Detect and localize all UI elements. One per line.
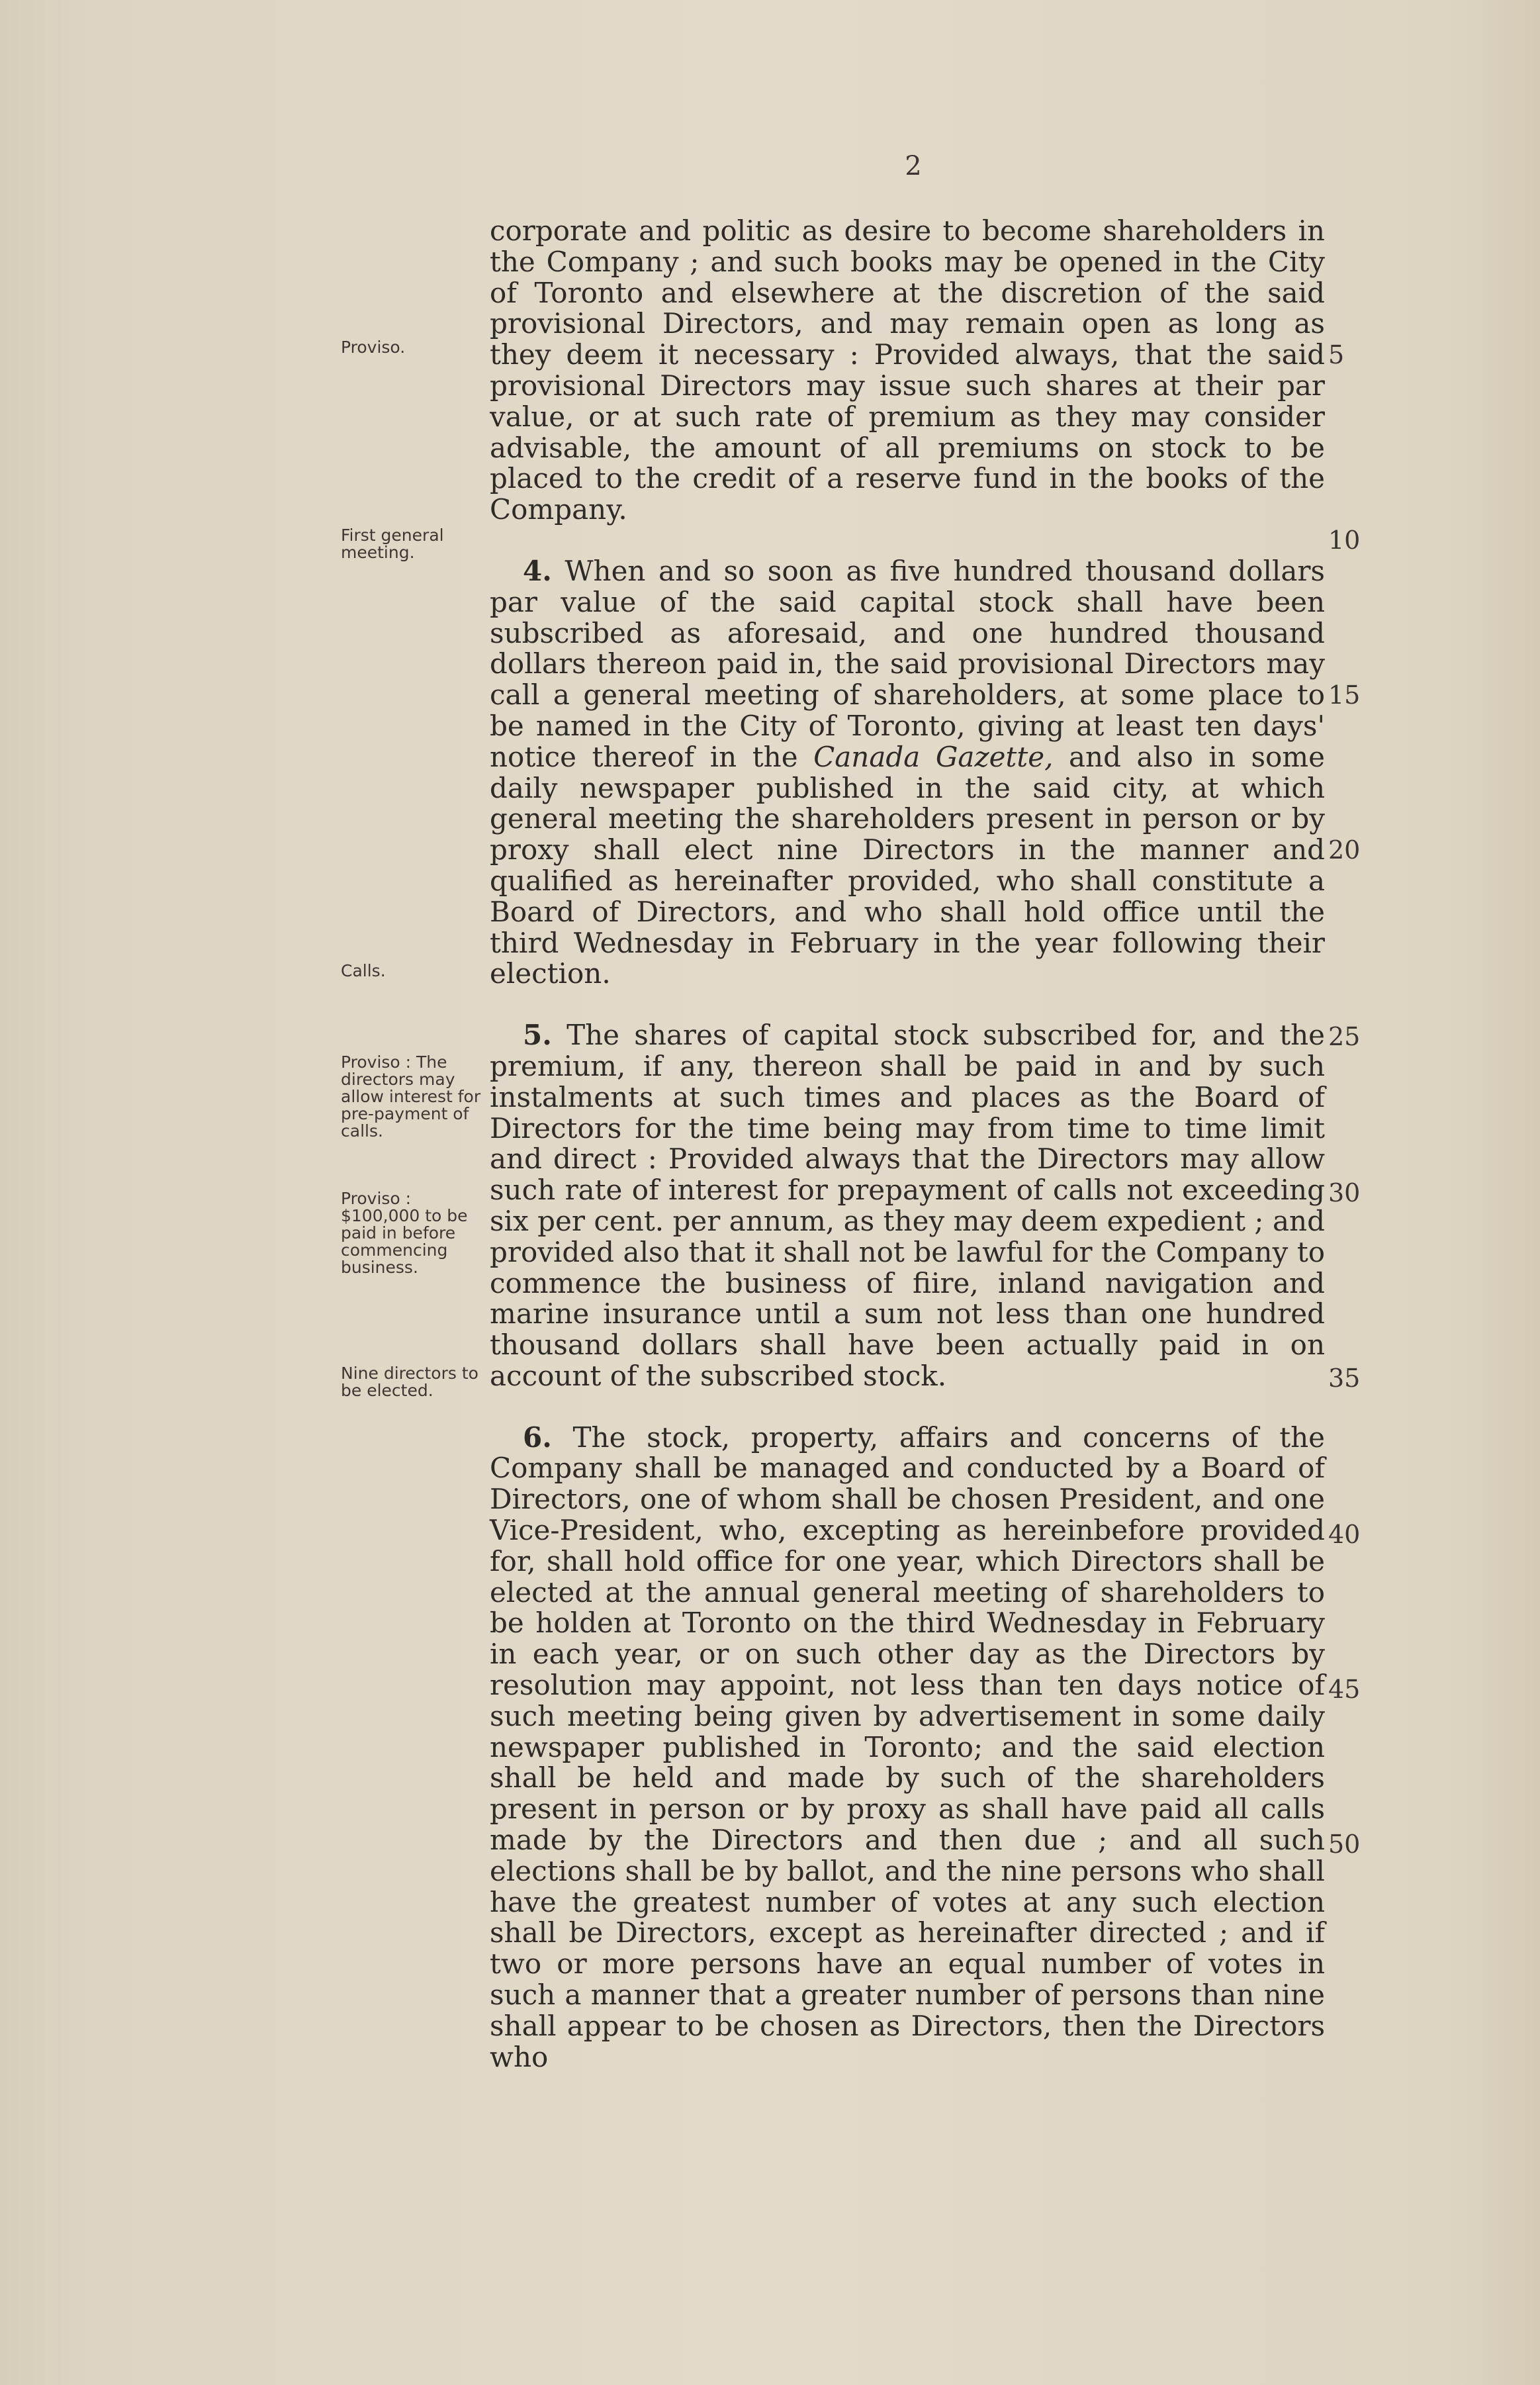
section-5-number: 5. [523, 1019, 552, 1052]
section-4 [490, 556, 1325, 990]
section-6 [490, 1423, 1325, 2073]
section-4-text-before: When and so soon as five hundred thousand dollars par value of the said capital stock shall have been subscribed as aforesaid, and one hundred thousand dollars thereon paid in, the said provisional Directors may call a general meeting of shareholders, at some place to be named in the City of Toronto, giving at least ten days' notice thereof in the [490, 554, 1325, 773]
page-number: 2 [905, 151, 922, 181]
section-6-number: 6. [523, 1421, 552, 1454]
marginal-note-first-general-meeting: First general meeting. [341, 526, 444, 562]
marginal-note-proviso: Proviso. [341, 338, 406, 357]
intro-paragraph: corporate and politic as desire to become shareholders in the Company ; and such books may be opened in the City of Toronto and elsewhere at the discretion of the said provisional Directors, and may remain open as long as they deem it necessary : Provided always, that the said provisional Directors may issue such shares at their par value, or at such rate of premium as they may consider advisable, the amount of all premiums on stock to be placed to the credit of a reserve fund in the books of the Company. [490, 214, 1325, 526]
marginal-note-calls: Calls. [341, 961, 386, 980]
line-number: 30 [1328, 1178, 1361, 1207]
line-number: 40 [1328, 1520, 1361, 1549]
line-number: 20 [1328, 835, 1361, 865]
line-number: 45 [1328, 1675, 1361, 1704]
marginal-note-nine-directors: Nine directors to be elected. [341, 1364, 478, 1400]
line-number: 15 [1328, 680, 1361, 710]
marginal-note-proviso-interest: Proviso : The directors may allow interest for pre-payment of calls. [341, 1052, 481, 1141]
line-number: 10 [1328, 526, 1361, 555]
section-4-italic: Canada Gazette, [813, 740, 1054, 773]
section-4-number: 4. [523, 554, 552, 587]
line-number: 35 [1328, 1364, 1361, 1393]
section-4-text-after: and also in some daily newspaper published in the said city, at which general meeting the shareholders present in person or by proxy shall elect nine Directors in the manner and qualified as hereinafter provided, who shall constitute a Board of Directors, and who shall hold office until the third Wednesday in February in the year following their election. [490, 740, 1325, 990]
line-number: 5 [1328, 340, 1345, 369]
line-number: 50 [1328, 1830, 1361, 1859]
section-6-text: The stock, property, affairs and concerns of the Company shall be managed and conducted by a Board of Directors, one of whom shall be chosen President, and one Vice-President, who, excepting as hereinbefore provided for, shall hold office for one year, which Directors shall be elected at the annual general meeting of shareholders to be holden at Toronto on the third Wednesday in February in each year, or on such other day as the Directors by resolution may appoint, not less than ten days notice of such meeting being given by advertisement in some daily newspaper published in Toronto; and the said election shall be held and made by such of the shareholders present in person or by proxy as shall have paid all calls made by the Directors and then due ; and all such elections shall be by ballot, and the nine persons who shall have the greatest number of votes at any such election shall be Directors, except as hereinafter directed ; and if two or more persons have an equal number of votes in such a manner that a greater number of persons than nine shall appear to be chosen as Directors, then the Directors who [490, 1421, 1325, 2073]
marginal-note-proviso-capital: Proviso : $100,000 to be paid in before commencing business. [341, 1189, 468, 1277]
section-5 [490, 1020, 1325, 1392]
section-5-text: The shares of capital stock subscribed for, and the premium, if any, thereon shall be paid in and by such instalments at such times and places as the Board of Directors for the time being may from time to time limit and direct : Provided always that the Directors may allow such rate of interest for prepayment of calls not exceeding six per cent. per annum, as they may deem expedient ; and provided also that it shall not be lawful for the Company to commence the business of fiire, inland navigation and marine insurance until a sum not less than one hundred thousand dollars shall have been actually paid in on account of the subscribed stock. [490, 1019, 1325, 1392]
line-number: 25 [1328, 1022, 1361, 1051]
statute-text [490, 216, 1325, 2073]
